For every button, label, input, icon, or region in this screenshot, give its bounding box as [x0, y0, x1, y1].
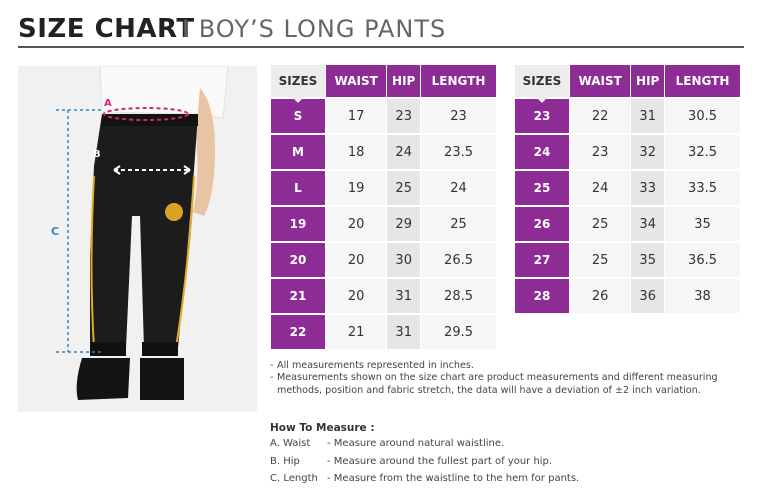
measurement-cell: 23	[387, 97, 421, 133]
label-c: C	[51, 225, 60, 238]
measurement-cell: 31	[631, 97, 665, 133]
measurement-cell: 30	[387, 241, 421, 277]
measurement-cell: 36.5	[665, 241, 741, 277]
column-header-length: LENGTH	[665, 65, 741, 97]
column-header-waist: WAIST	[570, 65, 631, 97]
size-cell: S	[271, 97, 326, 133]
measurement-cell: 24	[387, 133, 421, 169]
measurement-cell: 33.5	[665, 169, 741, 205]
table-row	[515, 133, 741, 169]
size-cell: 28	[515, 277, 570, 313]
header-notch	[291, 96, 305, 103]
table-row	[515, 205, 741, 241]
notes	[270, 360, 740, 397]
table-row	[515, 241, 741, 277]
page-subtitle: I BOY’S LONG PANTS	[182, 15, 447, 43]
measurement-cell: 23	[570, 133, 631, 169]
measurement-cell: 26	[570, 277, 631, 313]
table-row	[515, 169, 741, 205]
title-divider	[18, 46, 744, 48]
label-b: B	[93, 149, 101, 160]
table-row	[271, 205, 497, 241]
label-a: A	[104, 98, 112, 109]
measurement-cell: 36	[631, 277, 665, 313]
measurement-cell: 31	[387, 313, 421, 349]
header-notch	[535, 96, 549, 103]
table-row	[271, 133, 497, 169]
size-cell: 27	[515, 241, 570, 277]
table-row	[271, 169, 497, 205]
table-row	[271, 277, 497, 313]
measurement-cell: 25	[570, 205, 631, 241]
measurement-cell: 20	[326, 205, 387, 241]
note-deviation: - Measurements shown on the size chart are product measurements and different measuring methods, position and fabric stretch, the data will have a deviation of ±2 inch variation.	[270, 372, 718, 396]
measurement-cell: 21	[326, 313, 387, 349]
measurement-cell: 26.5	[421, 241, 497, 277]
measure-hip: B. Hip - Measure around the fullest part of your hip.	[270, 456, 553, 467]
measurement-cell: 32	[631, 133, 665, 169]
size-cell: 26	[515, 205, 570, 241]
measurement-cell: 18	[326, 133, 387, 169]
size-cell: 25	[515, 169, 570, 205]
size-cell: 22	[271, 313, 326, 349]
note-inches: - All measurements represented in inches.	[270, 360, 474, 371]
column-header-waist: WAIST	[326, 65, 387, 97]
size-cell: 21	[271, 277, 326, 313]
measurement-cell: 33	[631, 169, 665, 205]
size-cell: 20	[271, 241, 326, 277]
pants-measurement-diagram	[18, 66, 257, 412]
measurement-cell: 32.5	[665, 133, 741, 169]
measurement-cell: 38	[665, 277, 741, 313]
measurement-cell: 31	[387, 277, 421, 313]
table-row	[515, 277, 741, 313]
column-header-length: LENGTH	[421, 65, 497, 97]
column-header-sizes: SIZES	[271, 65, 326, 97]
measurement-cell: 22	[570, 97, 631, 133]
table-row	[271, 241, 497, 277]
size-cell: M	[271, 133, 326, 169]
measure-length: C. Length - Measure from the waistline to the hem for pants.	[270, 473, 580, 484]
measurement-cell: 24	[421, 169, 497, 205]
size-table-left	[271, 65, 497, 349]
header	[18, 12, 744, 48]
product-photo	[18, 66, 257, 412]
measurement-cell: 30.5	[665, 97, 741, 133]
measurement-cell: 29.5	[421, 313, 497, 349]
measurement-cell: 20	[326, 277, 387, 313]
size-table-right	[515, 65, 741, 313]
size-cell: L	[271, 169, 326, 205]
size-cell: 23	[515, 97, 570, 133]
column-header-sizes: SIZES	[515, 65, 570, 97]
size-cell: 19	[271, 205, 326, 241]
measurement-cell: 34	[631, 205, 665, 241]
measurement-cell: 35	[665, 205, 741, 241]
measurement-cell: 28.5	[421, 277, 497, 313]
measurement-cell: 20	[326, 241, 387, 277]
measure-waist: A. Waist - Measure around natural waistline.	[270, 438, 505, 449]
column-header-hip: HIP	[387, 65, 421, 97]
table-row	[271, 313, 497, 349]
page-title: SIZE CHART	[18, 14, 195, 44]
measurement-cell: 24	[570, 169, 631, 205]
measurement-cell: 19	[326, 169, 387, 205]
measurement-cell: 35	[631, 241, 665, 277]
measurement-cell: 23.5	[421, 133, 497, 169]
column-header-hip: HIP	[631, 65, 665, 97]
how-to-measure-title: How To Measure :	[270, 422, 375, 434]
size-cell: 24	[515, 133, 570, 169]
measurement-cell: 29	[387, 205, 421, 241]
measurement-cell: 25	[387, 169, 421, 205]
measurement-cell: 17	[326, 97, 387, 133]
measurement-cell: 25	[570, 241, 631, 277]
measurement-cell: 23	[421, 97, 497, 133]
measurement-cell: 25	[421, 205, 497, 241]
